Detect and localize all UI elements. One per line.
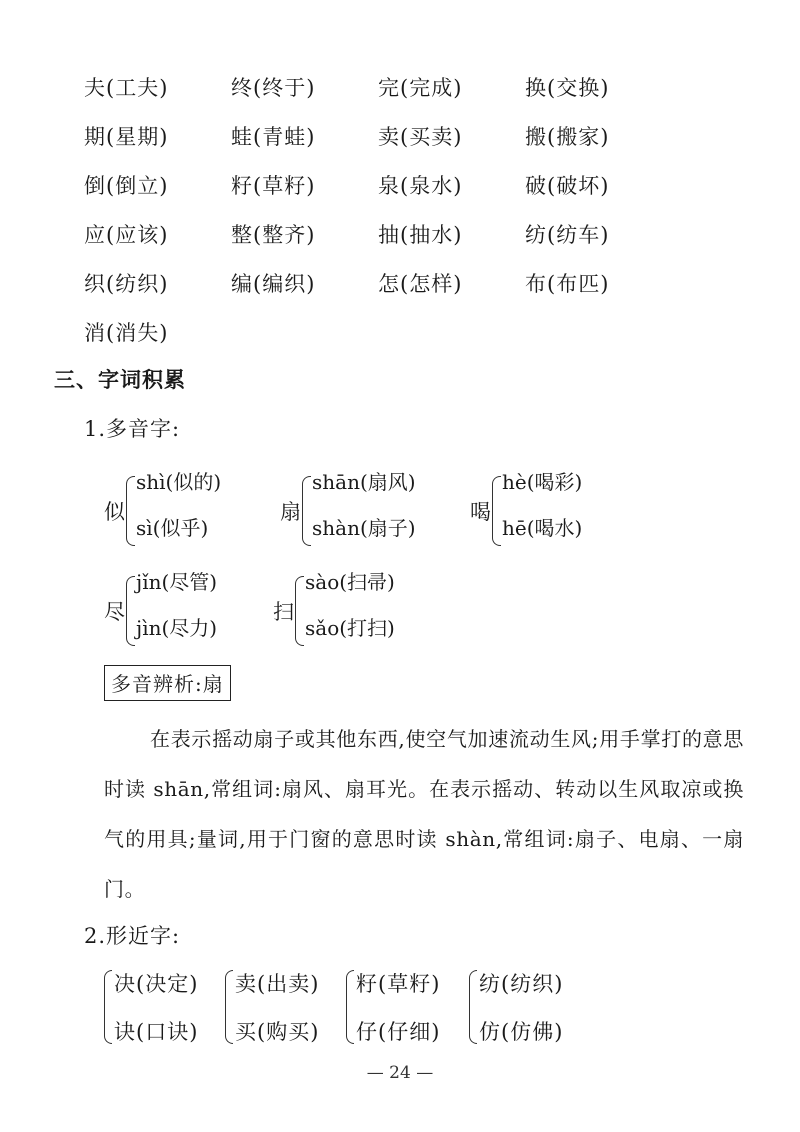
vocab-item: 完(完成) [378, 75, 463, 100]
similar-item: 纺(纺织) [479, 972, 564, 996]
vocab-row [84, 307, 764, 356]
vocab-item: 抽(抽水) [378, 222, 463, 247]
similar-title: 2.形近字: [84, 924, 181, 948]
polyphonic-char: 扫 [273, 600, 294, 624]
polyphonic-title: 1.多音字: [84, 417, 181, 441]
vocab-item: 整(整齐) [231, 222, 316, 247]
similar-item: 卖(出卖) [235, 972, 320, 996]
vocab-row [84, 160, 764, 209]
polyphonic-char: 似 [104, 500, 125, 524]
reading: hē(喝水) [502, 516, 583, 540]
vocab-item: 编(编织) [231, 271, 316, 296]
similar-item: 决(决定) [114, 972, 199, 996]
brace [469, 970, 477, 1044]
polyphonic-char: 尽 [104, 600, 125, 624]
reading: jǐn(尽管) [136, 570, 218, 594]
brace [302, 476, 311, 546]
brace [225, 970, 233, 1044]
analysis-paragraph: 在表示摇动扇子或其他东西,使空气加速流动生风;用手掌打的意思时读 shān,常组词:扇风、扇耳光。在表示摇动、转动以生风取凉或换气的用具;量词,用于门窗的意思时读 shàn,常组词:扇子、电扇、一扇门。 [104, 727, 744, 901]
vocab-item: 籽(草籽) [231, 173, 316, 198]
reading: hè(喝彩) [502, 470, 583, 494]
brace [104, 970, 112, 1044]
polyphonic-char: 扇 [280, 500, 301, 524]
reading: sào(扫帚) [305, 570, 395, 594]
brace [126, 576, 135, 646]
similar-item: 仔(仔细) [356, 1020, 441, 1044]
reading: jìn(尽力) [136, 616, 218, 640]
vocab-row [84, 111, 764, 160]
vocab-item: 破(破坏) [525, 173, 610, 198]
brace [492, 476, 501, 546]
vocab-row [84, 209, 764, 258]
polyphonic-char: 喝 [470, 500, 491, 524]
vocab-item: 夫(工夫) [84, 75, 169, 100]
reading: sǎo(打扫) [305, 616, 395, 640]
brace [126, 476, 135, 546]
vocab-item: 织(纺织) [84, 271, 169, 296]
vocab-item: 应(应该) [84, 222, 169, 247]
section-heading: 三、字词积累 [54, 368, 186, 392]
similar-item: 籽(草籽) [356, 972, 441, 996]
reading: sì(似乎) [136, 516, 209, 540]
vocab-item: 换(交换) [525, 75, 610, 100]
vocab-item: 终(终于) [231, 75, 316, 100]
brace [346, 970, 354, 1044]
vocab-row [84, 258, 764, 307]
page-number: — 24 — [366, 1063, 434, 1083]
similar-item: 仿(仿佛) [479, 1020, 564, 1044]
vocab-row [84, 62, 764, 111]
reading: shàn(扇子) [312, 516, 416, 540]
reading: shān(扇风) [312, 470, 416, 494]
reading: shì(似的) [136, 470, 222, 494]
brace [295, 576, 304, 646]
vocab-item: 纺(纺车) [525, 222, 610, 247]
vocab-item: 布(布匹) [525, 271, 610, 296]
vocab-item: 泉(泉水) [378, 173, 463, 198]
vocab-item: 卖(买卖) [378, 124, 463, 149]
similar-item: 买(购买) [235, 1020, 320, 1044]
vocab-item: 搬(搬家) [525, 124, 610, 149]
vocab-item: 蛙(青蛙) [231, 124, 316, 149]
vocab-item: 消(消失) [84, 320, 169, 345]
vocab-item: 期(星期) [84, 124, 169, 149]
vocabulary-grid [84, 62, 764, 356]
vocab-item: 倒(倒立) [84, 173, 169, 198]
vocab-item: 怎(怎样) [378, 271, 463, 296]
analysis-label-box: 多音辨析:扇 [104, 665, 231, 701]
similar-item: 诀(口诀) [114, 1020, 199, 1044]
